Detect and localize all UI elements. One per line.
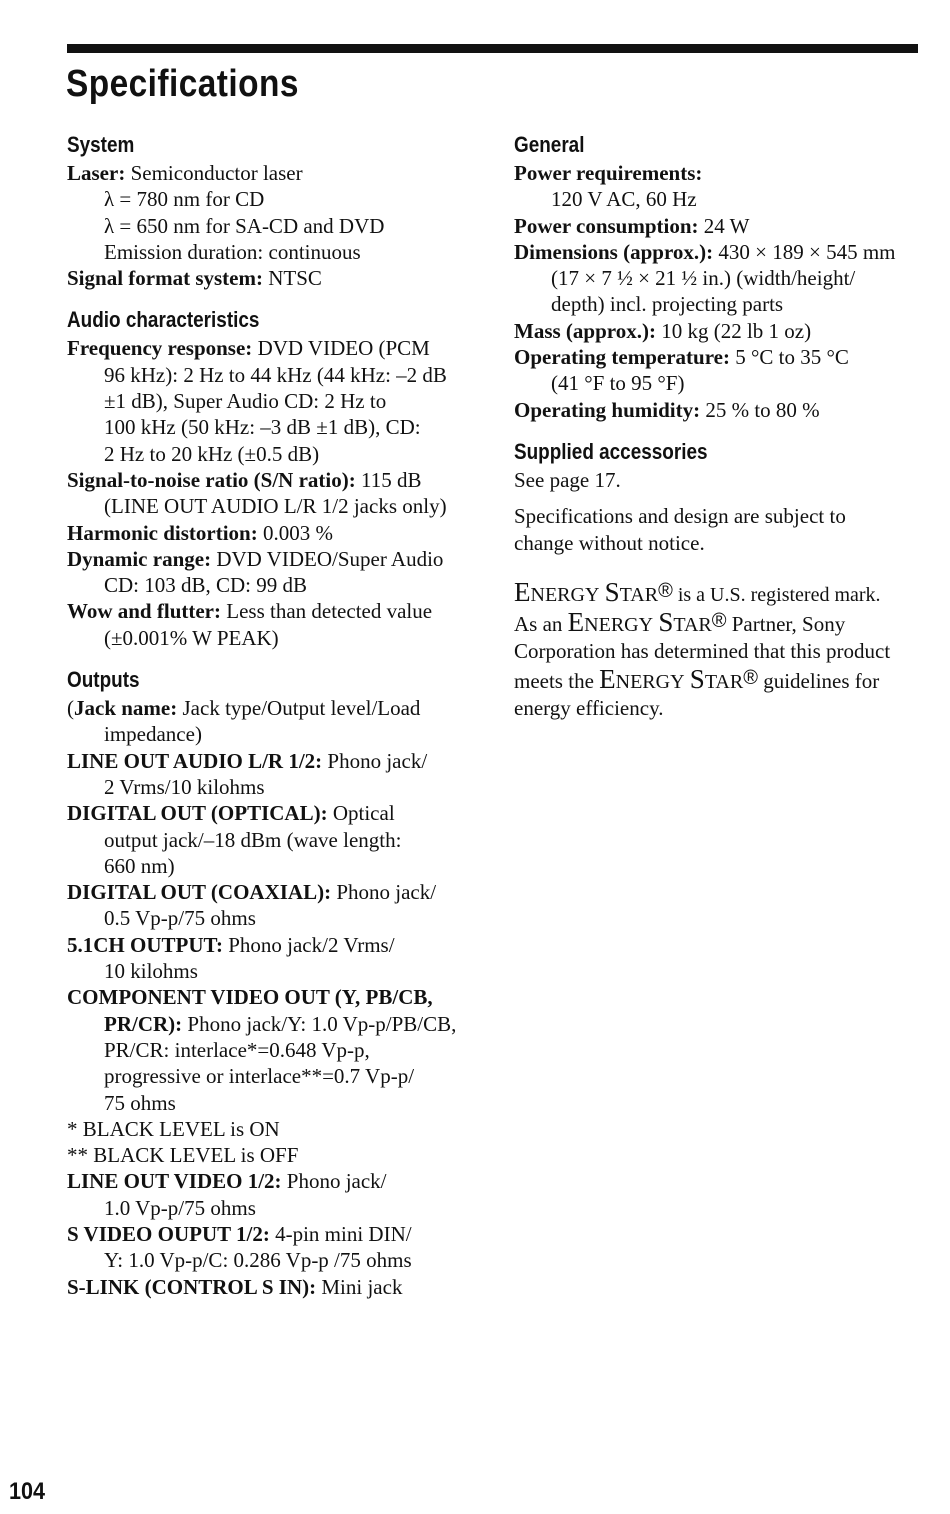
spec-component-video-line: PR/CR): Phono jack/Y: 1.0 Vp-p/PB/CB, (104, 1011, 457, 1036)
spec-dynamic-range: Dynamic range: DVD VIDEO/Super Audio (67, 546, 444, 571)
spec-mass: Mass (approx.): 10 kg (22 lb 1 oz) (514, 318, 812, 343)
spec-line-out-audio-line: 2 Vrms/10 kilohms (104, 774, 265, 799)
spec-digital-optical-line: output jack/–18 dBm (wave length: (104, 827, 402, 852)
section-audio (67, 305, 487, 651)
accessories-see-page: See page 17. (514, 467, 621, 492)
footnote-black-level-off: ** BLACK LEVEL is OFF (67, 1143, 299, 1168)
spec-snr-line: (LINE OUT AUDIO L/R 1/2 jacks only) (104, 494, 447, 519)
spec-digital-coaxial: DIGITAL OUT (COAXIAL): Phono jack/ (67, 880, 437, 905)
right-column (514, 130, 944, 721)
energy-star-line: meets the ENERGY STAR® guidelines for (514, 663, 880, 694)
spec-frequency-line: 2 Hz to 20 kHz (±0.5 dB) (104, 441, 320, 466)
spec-wow-flutter-line: (±0.001% W PEAK) (104, 625, 279, 650)
spec-component-video-line: progressive or interlace**=0.7 Vp-p/ (104, 1064, 415, 1089)
spec-digital-coaxial-line: 0.5 Vp-p/75 ohms (104, 906, 256, 931)
spec-component-video: COMPONENT VIDEO OUT (Y, PB/CB, (67, 985, 433, 1010)
spec-power-consumption: Power consumption: 24 W (514, 213, 750, 238)
spec-component-video-line: PR/CR: interlace*=0.648 Vp-p, (104, 1037, 370, 1062)
spec-s-video-output-line: Y: 1.0 Vp-p/C: 0.286 Vp-p /75 ohms (104, 1248, 412, 1273)
page-title: Specifications (66, 63, 299, 105)
spec-power-requirements: Power requirements: (514, 161, 703, 185)
spec-laser-dvd: λ = 650 nm for SA-CD and DVD (104, 213, 385, 238)
spec-line-out-video: LINE OUT VIDEO 1/2: Phono jack/ (67, 1169, 387, 1194)
spec-51ch-output-line: 10 kilohms (104, 959, 198, 984)
spec-operating-humidity: Operating humidity: 25 % to 80 % (514, 397, 820, 422)
section-heading-general: General (514, 132, 585, 157)
spec-dimensions: Dimensions (approx.): 430 × 189 × 545 mm (514, 239, 896, 264)
spec-frequency-line: 96 kHz): 2 Hz to 44 kHz (44 kHz: –2 dB (104, 362, 447, 387)
spec-harmonic-distortion: Harmonic distortion: 0.003 % (67, 520, 333, 545)
spec-51ch-output: 5.1CH OUTPUT: Phono jack/2 Vrms/ (67, 932, 395, 957)
spec-laser-emission: Emission duration: continuous (104, 239, 361, 264)
spec-snr: Signal-to-noise ratio (S/N ratio): 115 dB (67, 467, 422, 492)
spec-wow-flutter: Wow and flutter: Less than detected value (67, 599, 433, 624)
spec-digital-optical-line: 660 nm) (104, 853, 175, 878)
spec-signal-format: Signal format system: NTSC (67, 266, 322, 291)
spec-frequency-line: ±1 dB), Super Audio CD: 2 Hz to (104, 389, 387, 414)
spec-dimensions-line: depth) incl. projecting parts (551, 292, 784, 317)
spec-jack-legend-line: impedance) (104, 722, 202, 747)
energy-star-line: As an ENERGY STAR® Partner, Sony (514, 607, 846, 638)
footnote-black-level-on: * BLACK LEVEL is ON (67, 1116, 280, 1141)
page-number: 104 (9, 1478, 46, 1505)
top-rule (67, 44, 918, 53)
spec-s-video-output: S VIDEO OUPUT 1/2: 4-pin mini DIN/ (67, 1221, 412, 1246)
section-heading-audio: Audio characteristics (67, 307, 260, 333)
energy-star-line: Corporation has determined that this product (514, 639, 891, 664)
section-heading-system: System (67, 132, 135, 157)
energy-star-line: energy efficiency. (514, 696, 664, 721)
spec-laser: Laser: Semiconductor laser (67, 161, 303, 185)
spec-frequency-response: Frequency response: DVD VIDEO (PCM (67, 336, 430, 361)
spec-power-requirements-value: 120 V AC, 60 Hz (551, 187, 697, 212)
spec-operating-temperature-line: (41 °F to 95 °F) (551, 371, 685, 396)
spec-laser-cd: λ = 780 nm for CD (104, 187, 265, 212)
spec-dimensions-line: (17 × 7 ½ × 21 ½ in.) (width/height/ (551, 266, 856, 291)
section-general (514, 130, 944, 423)
spec-component-video-line: 75 ohms (104, 1090, 176, 1115)
spec-operating-temperature: Operating temperature: 5 °C to 35 °C (514, 345, 849, 370)
section-accessories (514, 437, 944, 556)
section-heading-outputs: Outputs (67, 667, 140, 693)
spec-line-out-video-line: 1.0 Vp-p/75 ohms (104, 1195, 256, 1220)
spec-digital-optical: DIGITAL OUT (OPTICAL): Optical (67, 801, 395, 826)
section-heading-accessories: Supplied accessories (514, 438, 708, 464)
energy-star-line: ENERGY STAR® is a U.S. registered mark. (514, 576, 881, 607)
spec-frequency-line: 100 kHz (50 kHz: –3 dB ±1 dB), CD: (104, 415, 421, 440)
notice-paragraph: Specifications and design are subject to change without notice. (514, 504, 846, 555)
spec-line-out-audio: LINE OUT AUDIO L/R 1/2: Phono jack/ (67, 748, 428, 773)
section-system (67, 130, 487, 291)
spec-jack-legend: (Jack name: Jack type/Output level/Load (67, 696, 421, 721)
energy-star-statement (514, 578, 944, 721)
spec-dynamic-range-line: CD: 103 dB, CD: 99 dB (104, 573, 308, 598)
section-outputs (67, 665, 487, 1300)
spec-s-link: S-LINK (CONTROL S IN): Mini jack (67, 1274, 403, 1299)
left-column (67, 130, 487, 1300)
